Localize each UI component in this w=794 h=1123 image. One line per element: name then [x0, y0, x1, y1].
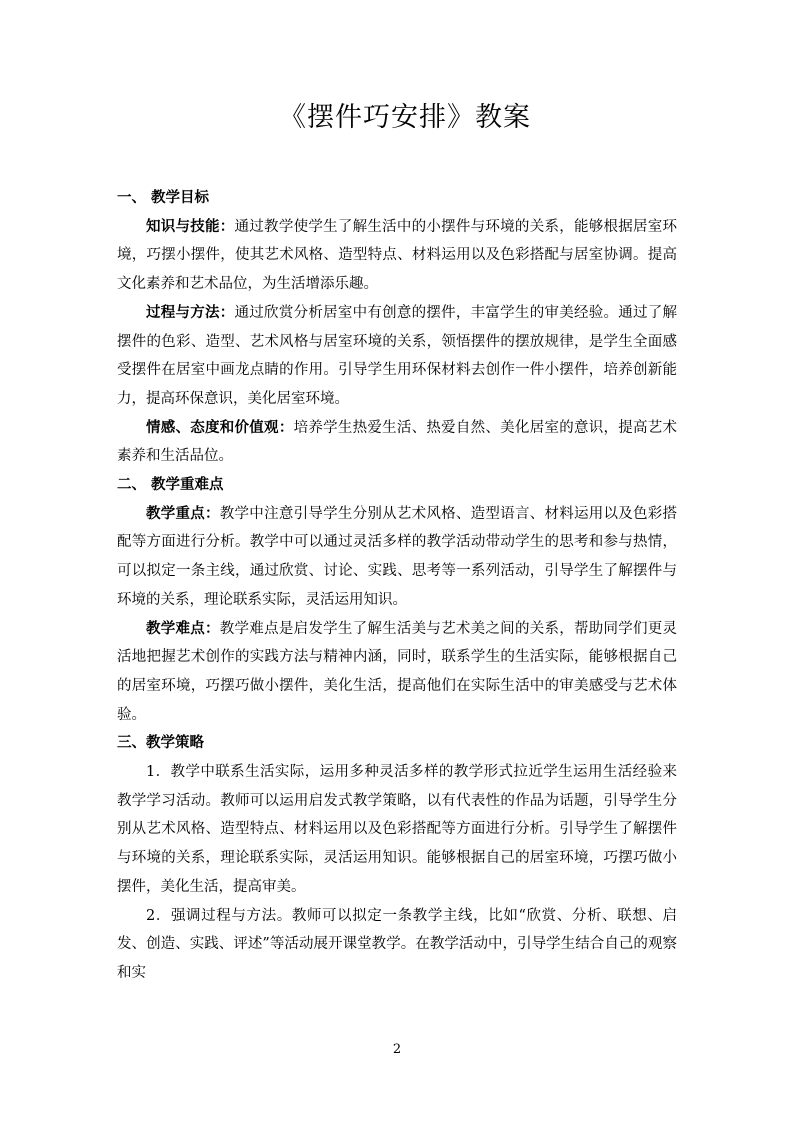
paragraph-label: 教学难点： — [146, 619, 220, 637]
paragraph-text: 教学中注意引导学生分别从艺术风格、造型语言、材料运用以及色彩搭配等方面进行分析。教学中可以通过灵活多样的教学活动带动学生的思考和参与热情，可以拟定一条主线，通过欣赏、讨论、实践、思考等一系列活动，引导学生了解摆件与环境的关系，理论联系实际，灵活运用知识。 — [117, 505, 678, 608]
paragraph-process-methods — [117, 299, 677, 414]
document-body — [117, 184, 677, 988]
paragraph-teaching-focus — [117, 500, 677, 615]
paragraph-text: 通过教学使学生了解生活中的小摆件与环境的关系，能够根据居室环境，巧摆小摆件，使其艺术风格、造型特点、材料运用以及色彩搭配与居室协调。提高文化素养和艺术品位，为生活增添乐趣。 — [117, 218, 678, 293]
paragraph-emotion-attitude-values — [117, 414, 677, 471]
paragraph-knowledge-skills — [117, 213, 677, 299]
paragraph-strategy-1: 1．教学中联系生活实际，运用多种灵活多样的教学形式拉近学生运用生活经验来教学学习活动。教师可以运用启发式教学策略，以有代表性的作品为话题，引导学生分别从艺术风格、造型特点、材料运用以及色彩搭配等方面进行分析。引导学生了解摆件与环境的关系，理论联系实际，灵活运用知识。能够根据自己的居室环境，巧摆巧做小摆件，美化生活，提高审美。 — [117, 764, 677, 895]
paragraph-text: 教学难点是启发学生了解生活美与艺术美之间的关系，帮助同学们更灵活地把握艺术创作的实践方法与精神内涵，同时，联系学生的生活实际，能够根据自己的居室环境，巧摆巧做小摆件，美化生活，提高他们在实际生活中的审美感受与艺术体验。 — [117, 620, 678, 723]
paragraph-label: 情感、态度和价值观： — [146, 418, 294, 436]
paragraph-teaching-difficulty — [117, 615, 677, 730]
section-heading-teaching-strategy: 三、教学策略 — [117, 734, 204, 752]
paragraph-strategy-2: 2．强调过程与方法。教师可以拟定一条教学主线，比如“欣赏、分析、联想、启发、创造、实践、评述”等活动展开课堂教学。在教学活动中，引导学生结合自己的观察和实 — [117, 907, 677, 981]
section-heading-key-difficult-points: 二、 教学重难点 — [117, 476, 224, 494]
paragraph-label: 过程与方法： — [146, 303, 235, 321]
paragraph-label: 教学重点： — [146, 504, 220, 522]
paragraph-label: 知识与技能： — [146, 217, 235, 235]
document-title: 《摆件巧安排》教案 — [279, 102, 531, 133]
section-heading-teaching-goals: 一、 教学目标 — [117, 189, 210, 206]
paragraph-text: 通过欣赏分析居室中有创意的摆件，丰富学生的审美经验。通过了解摆件的色彩、造型、艺术风格与居室环境的关系，领悟摆件的摆放规律，是学生全面感受摆件在居室中画龙点睛的作用。引导学生用环保材料去创作一件小摆件，培养创新能力，提高环保意识，美化居室环境。 — [117, 304, 678, 407]
page-number: 2 — [392, 1042, 402, 1057]
paragraph-text: 培养学生热爱生活、热爱自然、美化居室的意识，提高艺术素养和生活品位。 — [117, 419, 678, 465]
